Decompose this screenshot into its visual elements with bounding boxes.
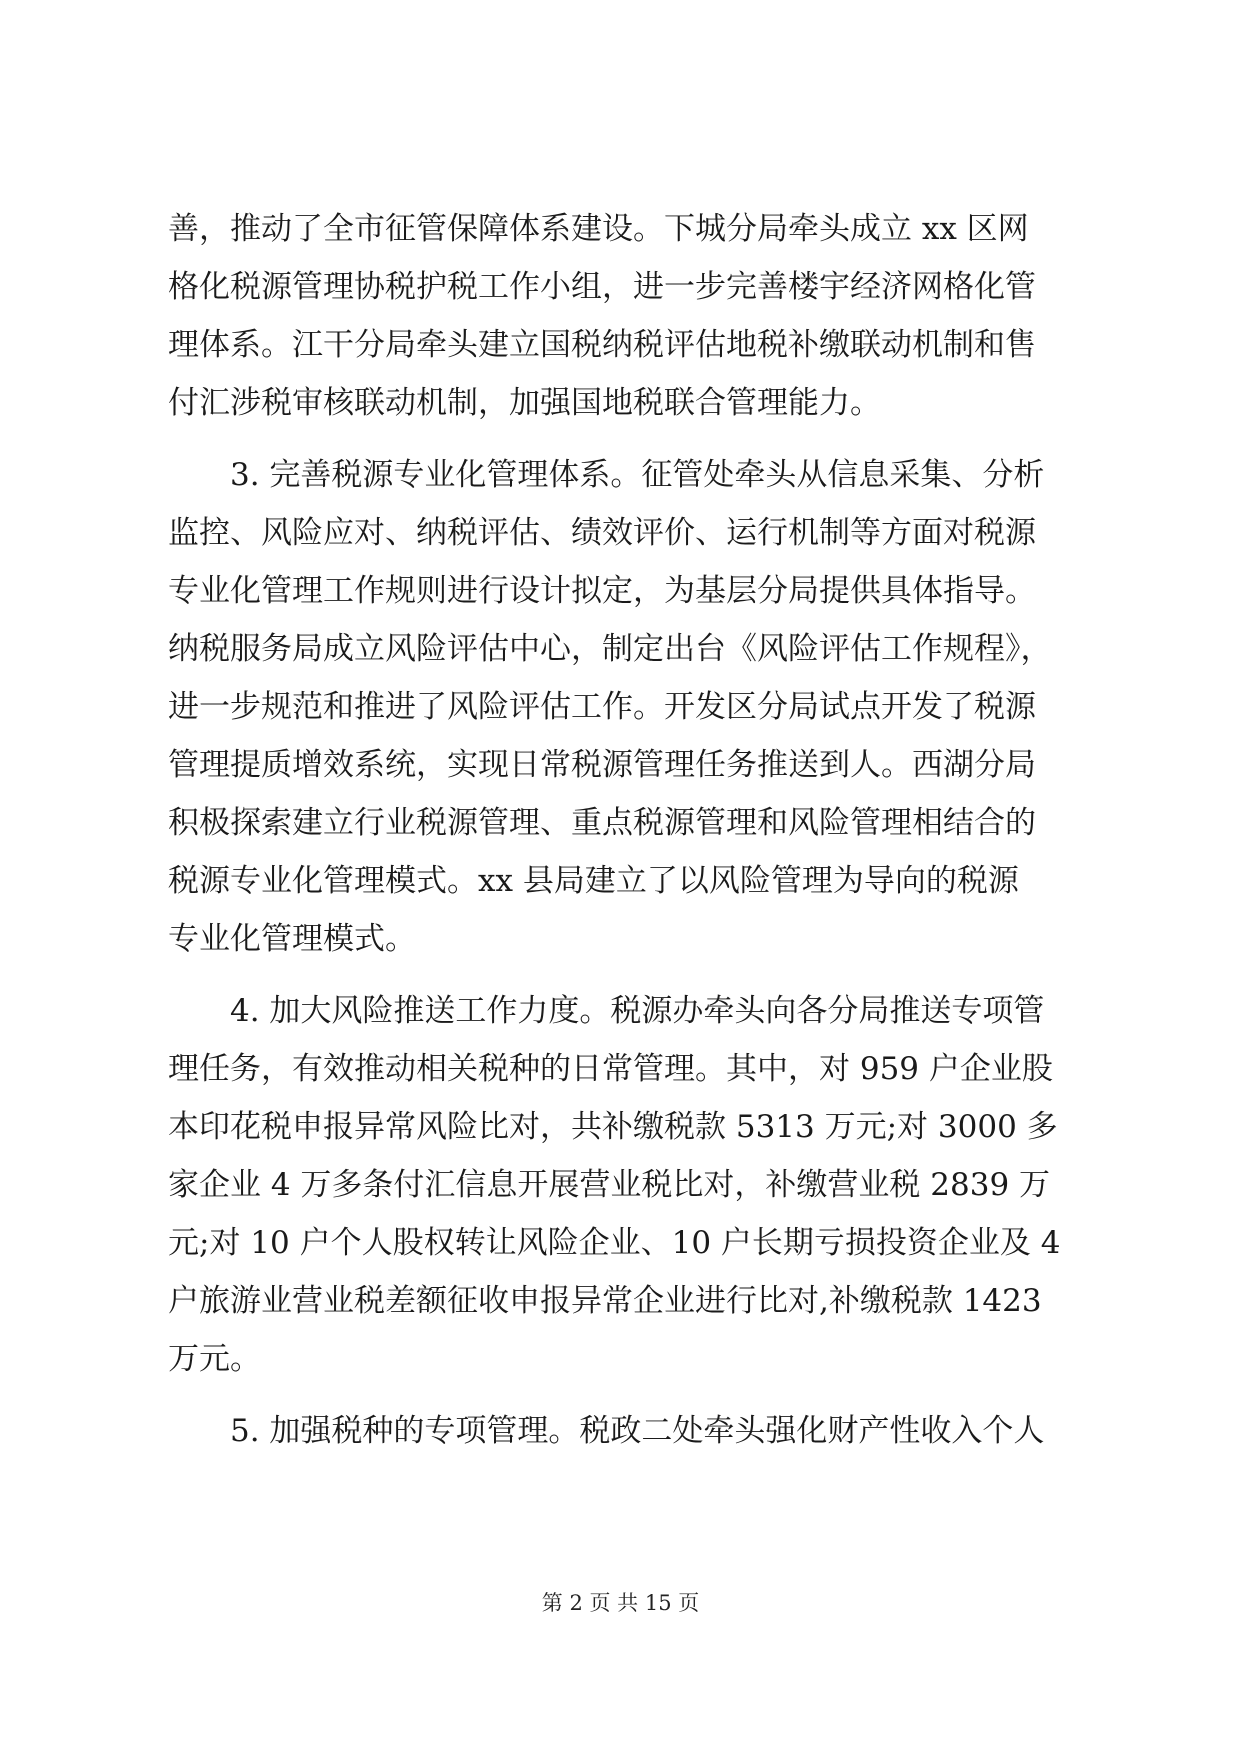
- text-line: 专业化管理模式。: [168, 921, 416, 957]
- text-line: 3. 完善税源专业化管理体系。征管处牵头从信息采集、分析: [230, 457, 1045, 493]
- text-line: 专业化管理工作规则进行设计拟定，为基层分局提供具体指导。: [168, 573, 1036, 609]
- text-line: 4. 加大风险推送工作力度。税源办牵头向各分局推送专项管: [230, 993, 1045, 1029]
- text-line: 付汇涉税审核联动机制，加强国地税联合管理能力。: [168, 385, 881, 421]
- text-line: 万元。: [168, 1341, 261, 1377]
- body-text: [168, 200, 1078, 1460]
- text-line: 监控、风险应对、纳税评估、绩效评价、运行机制等方面对税源: [168, 515, 1036, 551]
- page-footer: 第 2 页 共 15 页: [541, 1591, 700, 1615]
- text-line: 格化税源管理协税护税工作小组，进一步完善楼宇经济网格化管: [168, 269, 1036, 305]
- text-line: 户旅游业营业税差额征收申报异常企业进行比对,补缴税款 1423: [168, 1283, 1042, 1319]
- text-line: 进一步规范和推进了风险评估工作。开发区分局试点开发了税源: [168, 689, 1036, 725]
- paragraph-gap: [168, 968, 1078, 982]
- paragraph-5: [168, 1402, 1078, 1460]
- paragraph-3: [168, 446, 1078, 968]
- text-line: 理体系。江干分局牵头建立国税纳税评估地税补缴联动机制和售: [168, 327, 1036, 363]
- paragraph-gap: [168, 432, 1078, 446]
- text-line: 税源专业化管理模式。xx 县局建立了以风险管理为导向的税源: [168, 863, 1019, 899]
- paragraph-gap: [168, 1388, 1078, 1402]
- text-line: 5. 加强税种的专项管理。税政二处牵头强化财产性收入个人: [230, 1413, 1045, 1449]
- text-line: 纳税服务局成立风险评估中心，制定出台《风险评估工作规程》，: [168, 631, 1052, 667]
- text-line: 管理提质增效系统，实现日常税源管理任务推送到人。西湖分局: [168, 747, 1036, 783]
- text-line: 家企业 4 万多条付汇信息开展营业税比对，补缴营业税 2839 万: [168, 1167, 1051, 1203]
- text-line: 积极探索建立行业税源管理、重点税源管理和风险管理相结合的: [168, 805, 1036, 841]
- text-line: 善，推动了全市征管保障体系建设。下城分局牵头成立 xx 区网: [168, 211, 1029, 247]
- paragraph-continued: [168, 200, 1078, 432]
- text-line: 元;对 10 户个人股权转让风险企业、10 户长期亏损投资企业及 4: [168, 1225, 1061, 1261]
- paragraph-4: [168, 982, 1078, 1388]
- text-line: 理任务，有效推动相关税种的日常管理。其中，对 959 户企业股: [168, 1051, 1053, 1087]
- text-line: 本印花税申报异常风险比对，共补缴税款 5313 万元;对 3000 多: [168, 1109, 1058, 1145]
